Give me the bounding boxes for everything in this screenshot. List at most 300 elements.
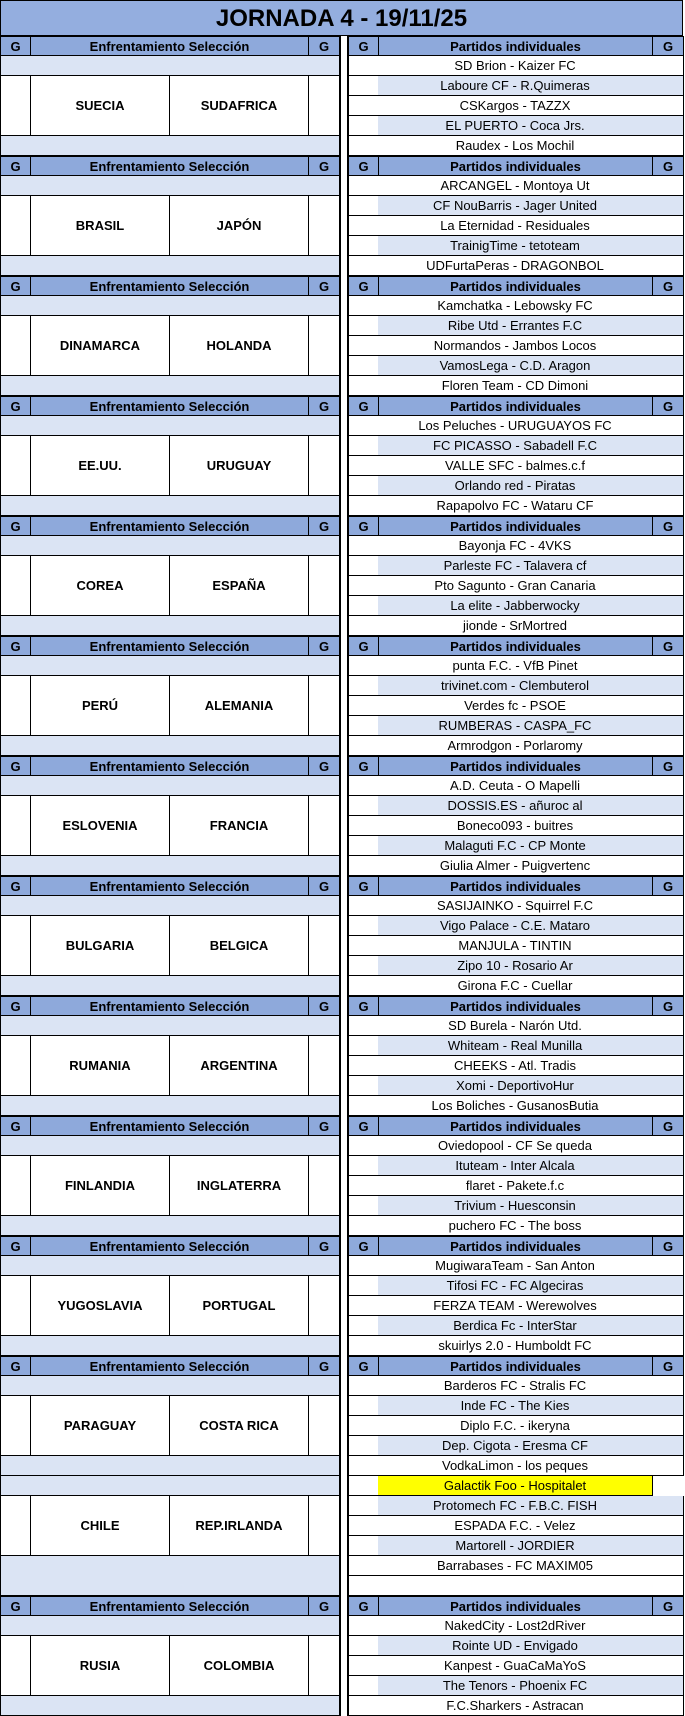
header-g-left: G [348,516,379,536]
header-individuales: Partidos individuales [378,996,653,1016]
selection-panel [0,156,340,276]
header-g-right: G [308,1356,340,1376]
score-cell [348,676,379,696]
score-cell [348,1376,379,1396]
match-row: Tifosi FC - FC Algeciras [378,1276,653,1296]
score-away [308,195,340,256]
score-cell [348,576,379,596]
score-cell [652,1456,684,1476]
header-g-left: G [0,1236,31,1256]
match-row: Dep. Cigota - Eresma CF [378,1436,653,1456]
matchday-block [0,36,685,156]
score-cell [652,116,684,136]
header-seleccion: Enfrentamiento Selección [30,636,309,656]
header-g-right: G [652,516,684,536]
selection-panel [0,1476,340,1596]
score-cell [348,1256,379,1276]
score-cell [652,56,684,76]
header-g-right: G [308,636,340,656]
header-individuales: Partidos individuales [378,396,653,416]
match-row: DOSSIS.ES - añuroc al [378,796,653,816]
score-cell [652,296,684,316]
score-cell [652,1276,684,1296]
team-away: REP.IRLANDA [169,1495,309,1556]
score-cell [348,76,379,96]
match-row: Los Peluches - URUGUAYOS FC [378,416,653,436]
match-row: ESPADA F.C. - Velez [378,1516,653,1536]
score-cell [652,1296,684,1316]
team-band-top [0,896,340,915]
header-g-left: G [348,1236,379,1256]
individual-panel [348,396,684,516]
column-separator [340,1596,348,1716]
score-cell [652,1076,684,1096]
score-cell [652,1676,684,1696]
score-cell [348,196,379,216]
score-cell [652,1056,684,1076]
match-row: Kanpest - GuaCaMaYoS [378,1656,653,1676]
team-away: JAPÓN [169,195,309,256]
match-row: Ribe Utd - Errantes F.C [378,316,653,336]
score-home [0,75,31,136]
match-row: SD Burela - Narón Utd. [378,1016,653,1036]
score-cell [348,376,379,396]
header-g-left: G [348,396,379,416]
score-away [308,1035,340,1096]
match-row: VamosLega - C.D. Aragon [378,356,653,376]
match-row: Armrodgon - Porlaromy [378,736,653,756]
score-home [0,1635,31,1696]
match-row: Los Boliches - GusanosButia [378,1096,653,1116]
score-cell [652,136,684,156]
score-cell [652,1556,684,1576]
team-band-bottom [0,256,340,276]
header-individuales: Partidos individuales [378,756,653,776]
match-row: Diplo F.C. - ikeryna [378,1416,653,1436]
score-home [0,1395,31,1456]
team-band-top [0,1016,340,1035]
header-g-right: G [308,396,340,416]
score-cell [348,656,379,676]
header-g-right: G [308,1596,340,1616]
column-separator [340,1356,348,1476]
header-g-left: G [348,1116,379,1136]
score-home [0,915,31,976]
score-home [0,1155,31,1216]
matchday-block [0,1236,685,1356]
matchday-block [0,1596,685,1716]
selection-panel [0,396,340,516]
score-cell [348,96,379,116]
score-cell [348,1636,379,1656]
match-row: Girona F.C - Cuellar [378,976,653,996]
team-home: ESLOVENIA [30,795,170,856]
header-g-right: G [652,1356,684,1376]
score-cell [652,376,684,396]
header-g-right: G [308,156,340,176]
score-away [308,315,340,376]
score-cell [652,256,684,276]
score-cell [652,1616,684,1636]
header-g-left: G [348,756,379,776]
match-row: punta F.C. - VfB Pinet [378,656,653,676]
score-cell [348,136,379,156]
header-individuales: Partidos individuales [378,1116,653,1136]
match-row: SASIJAINKO - Squirrel F.C [378,896,653,916]
score-cell [348,1036,379,1056]
match-row: Rapapolvo FC - Wataru CF [378,496,653,516]
score-cell [348,1016,379,1036]
score-cell [348,296,379,316]
score-away [308,1495,340,1556]
column-separator [340,1476,348,1596]
match-row: RUMBERAS - CASPA_FC [378,716,653,736]
team-band-top [0,1136,340,1155]
header-individuales: Partidos individuales [378,876,653,896]
team-band-top [0,776,340,795]
column-separator [340,516,348,636]
header-g-right: G [308,876,340,896]
team-away: FRANCIA [169,795,309,856]
team-home: RUSIA [30,1635,170,1696]
score-cell [348,1056,379,1076]
score-cell [348,456,379,476]
page-title: JORNADA 4 - 19/11/25 [0,0,683,36]
match-row: La elite - Jabberwocky [378,596,653,616]
selection-panel [0,756,340,876]
header-g-right: G [652,276,684,296]
match-row: Normandos - Jambos Locos [378,336,653,356]
header-g-left: G [348,1356,379,1376]
score-cell [348,176,379,196]
team-band-top [0,1376,340,1395]
score-cell [348,416,379,436]
score-cell [652,76,684,96]
score-home [0,435,31,496]
matchday-block [0,996,685,1116]
score-cell [652,1496,684,1516]
selection-panel [0,1596,340,1716]
score-cell [348,956,379,976]
team-home: RUMANIA [30,1035,170,1096]
match-row: FC PICASSO - Sabadell F.C [378,436,653,456]
match-row: Rointe UD - Envigado [378,1636,653,1656]
score-cell [652,216,684,236]
matchday-block [0,1476,685,1596]
score-cell [652,816,684,836]
match-row: Barrabases - FC MAXIM05 [378,1556,653,1576]
match-row: Oviedopool - CF Se queda [378,1136,653,1156]
header-individuales: Partidos individuales [378,1356,653,1376]
score-cell [348,1536,379,1556]
team-home: BRASIL [30,195,170,256]
team-band-bottom [0,1216,340,1236]
score-cell [652,1336,684,1356]
header-g-left: G [348,156,379,176]
score-cell [348,1216,379,1236]
match-row: Boneco093 - buitres [378,816,653,836]
score-cell [652,936,684,956]
individual-panel [348,1236,684,1356]
score-cell [348,236,379,256]
header-individuales: Partidos individuales [378,156,653,176]
score-cell [652,956,684,976]
score-away [308,915,340,976]
header-individuales: Partidos individuales [378,36,653,56]
match-row: TrainigTime - tetoteam [378,236,653,256]
individual-panel [348,276,684,396]
score-cell [652,1376,684,1396]
score-cell [348,776,379,796]
score-away [308,1395,340,1456]
score-cell [348,916,379,936]
match-row: Kamchatka - Lebowsky FC [378,296,653,316]
score-cell [348,1496,379,1516]
score-cell [652,536,684,556]
column-separator [340,756,348,876]
match-row: jionde - SrMortred [378,616,653,636]
header-g-right: G [652,1236,684,1256]
header-g-right: G [652,1116,684,1136]
header-seleccion: Enfrentamiento Selección [30,1236,309,1256]
team-band-top [0,1476,340,1495]
header-g-right: G [308,516,340,536]
score-cell [348,1096,379,1116]
team-away: PORTUGAL [169,1275,309,1336]
team-band-bottom [0,736,340,756]
score-cell [652,1176,684,1196]
match-row: skuirlys 2.0 - Humboldt FC [378,1336,653,1356]
match-row: CF NouBarris - Jager United [378,196,653,216]
individual-panel [348,1356,684,1476]
match-row: Malaguti F.C - CP Monte [378,836,653,856]
score-cell [348,336,379,356]
header-g-left: G [0,756,31,776]
header-seleccion: Enfrentamiento Selección [30,1596,309,1616]
score-cell [348,1396,379,1416]
team-band-top [0,296,340,315]
score-cell [652,676,684,696]
header-seleccion: Enfrentamiento Selección [30,876,309,896]
match-row: MugiwaraTeam - San Anton [378,1256,653,1276]
score-cell [348,1616,379,1636]
header-seleccion: Enfrentamiento Selección [30,396,309,416]
score-cell [348,1316,379,1336]
team-home: CHILE [30,1495,170,1556]
team-home: BULGARIA [30,915,170,976]
score-home [0,675,31,736]
match-row: VodkaLimon - los peques [378,1456,653,1476]
score-cell [348,216,379,236]
header-seleccion: Enfrentamiento Selección [30,156,309,176]
match-row: trivinet.com - Clembuterol [378,676,653,696]
match-row: Whiteam - Real Munilla [378,1036,653,1056]
score-cell [348,616,379,636]
header-g-right: G [308,756,340,776]
column-separator [340,156,348,276]
team-away: ALEMANIA [169,675,309,736]
score-cell [348,116,379,136]
match-row: Trivium - Huesconsin [378,1196,653,1216]
individual-panel [348,1476,684,1596]
header-individuales: Partidos individuales [378,1596,653,1616]
score-cell [348,1436,379,1456]
score-away [308,1275,340,1336]
header-g-right: G [308,1236,340,1256]
matchday-block [0,156,685,276]
score-cell [348,56,379,76]
score-cell [652,836,684,856]
score-cell [652,1656,684,1676]
team-band-top [0,56,340,75]
individual-panel [348,636,684,756]
match-row: Bayonja FC - 4VKS [378,536,653,556]
match-row: EL PUERTO - Coca Jrs. [378,116,653,136]
match-row: F.C.Sharkers - Astracan [378,1696,653,1716]
selection-panel [0,996,340,1116]
score-cell [348,1676,379,1696]
team-band-bottom [0,1556,340,1596]
header-g-left: G [0,636,31,656]
score-cell [348,536,379,556]
team-band-bottom [0,976,340,996]
score-cell [348,1416,379,1436]
matchday-block [0,756,685,876]
team-home: DINAMARCA [30,315,170,376]
match-row: NakedCity - Lost2dRiver [378,1616,653,1636]
header-g-left: G [0,156,31,176]
column-separator [340,876,348,996]
score-cell [652,356,684,376]
score-home [0,315,31,376]
score-cell [652,1576,684,1596]
header-g-right: G [652,876,684,896]
team-home: COREA [30,555,170,616]
matchday-block [0,396,685,516]
score-cell [348,1556,379,1576]
score-cell [348,736,379,756]
score-cell [652,1196,684,1216]
team-band-bottom [0,376,340,396]
score-cell [348,316,379,336]
matchday-block [0,516,685,636]
team-home: YUGOSLAVIA [30,1275,170,1336]
header-g-right: G [308,996,340,1016]
match-row: flaret - Pakete.f.c [378,1176,653,1196]
individual-panel [348,156,684,276]
team-band-top [0,1616,340,1635]
score-cell [652,1216,684,1236]
match-row: Berdica Fc - InterStar [378,1316,653,1336]
match-row: Floren Team - CD Dimoni [378,376,653,396]
score-cell [348,896,379,916]
selection-panel [0,276,340,396]
score-cell [652,916,684,936]
score-home [0,1495,31,1556]
match-row: Raudex - Los Mochil [378,136,653,156]
score-cell [652,716,684,736]
team-band-bottom [0,856,340,876]
score-cell [652,776,684,796]
header-seleccion: Enfrentamiento Selección [30,1356,309,1376]
match-row: MANJULA - TINTIN [378,936,653,956]
match-row: Vigo Palace - C.E. Mataro [378,916,653,936]
score-cell [652,1016,684,1036]
header-g-right: G [652,396,684,416]
header-g-left: G [0,276,31,296]
header-g-right: G [652,1596,684,1616]
score-cell [652,416,684,436]
header-g-left: G [348,996,379,1016]
header-seleccion: Enfrentamiento Selección [30,276,309,296]
column-separator [340,1116,348,1236]
individual-panel [348,1116,684,1236]
score-cell [348,556,379,576]
team-band-bottom [0,1336,340,1356]
team-band-bottom [0,1696,340,1716]
match-row: Parleste FC - Talavera cf [378,556,653,576]
score-cell [348,1296,379,1316]
score-cell [652,1096,684,1116]
header-g-right: G [652,636,684,656]
score-cell [652,616,684,636]
score-cell [348,1696,379,1716]
header-g-left: G [348,636,379,656]
header-g-right: G [308,36,340,56]
match-row: Pto Sagunto - Gran Canaria [378,576,653,596]
header-g-left: G [348,1596,379,1616]
match-row: puchero FC - The boss [378,1216,653,1236]
team-home: FINLANDIA [30,1155,170,1216]
score-cell [348,856,379,876]
match-row: CSKargos - TAZZX [378,96,653,116]
header-g-left: G [0,36,31,56]
header-individuales: Partidos individuales [378,636,653,656]
score-cell [652,476,684,496]
score-cell [348,1156,379,1176]
score-cell [348,1476,379,1496]
score-cell [652,1036,684,1056]
team-away: ESPAÑA [169,555,309,616]
column-separator [340,996,348,1116]
team-home: SUECIA [30,75,170,136]
header-g-left: G [0,1596,31,1616]
score-cell [652,196,684,216]
score-cell [652,1396,684,1416]
header-seleccion: Enfrentamiento Selección [30,756,309,776]
score-cell [652,976,684,996]
match-row: Zipo 10 - Rosario Ar [378,956,653,976]
individual-panel [348,36,684,156]
match-row: Galactik Foo - Hospitalet [378,1476,653,1496]
score-cell [348,836,379,856]
score-cell [348,1076,379,1096]
header-g-right: G [652,156,684,176]
score-cell [348,436,379,456]
team-home: EE.UU. [30,435,170,496]
match-row: Ituteam - Inter Alcala [378,1156,653,1176]
matchday-block [0,1356,685,1476]
header-individuales: Partidos individuales [378,276,653,296]
score-cell [652,1416,684,1436]
score-cell [652,856,684,876]
team-away: INGLATERRA [169,1155,309,1216]
score-cell [348,596,379,616]
match-row: Orlando red - Piratas [378,476,653,496]
team-band-top [0,536,340,555]
score-home [0,195,31,256]
header-g-left: G [348,876,379,896]
